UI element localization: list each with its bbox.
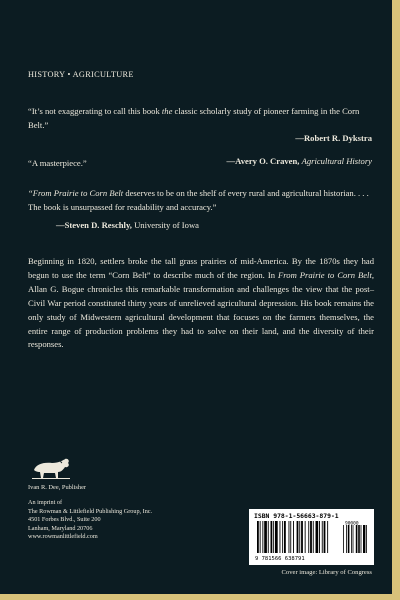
barcode-bar: [262, 521, 263, 553]
description-text: , Allan G. Bogue chronicles this remarkable transformation and challenges the view that the post–Civil War period constituted thirty years of unrelieved agricultural depression. His book remains the only study of Midwestern agricultural development that focuses on the farmers themselves, the entire range of production problems they had to solve on their land, and the diversity of their responses.: [28, 269, 374, 350]
review-attribution-1: [295, 133, 372, 143]
publisher-name: Ivan R. Dee, Publisher: [28, 484, 87, 491]
book-title: From Prairie to Corn Belt: [278, 269, 372, 280]
imprint-line: www.rowmanlittlefield.com: [28, 533, 98, 540]
barcode-bar: [284, 521, 286, 553]
barcode-bar: [322, 521, 323, 553]
imprint-line: An imprint of: [28, 499, 63, 506]
review-quote-2: [28, 156, 148, 170]
barcode-digits: 9 781566 638791: [255, 556, 305, 561]
barcode-bar: [275, 521, 278, 553]
barcode-bar: [308, 521, 309, 553]
book-description: [28, 255, 374, 352]
quote-emphasis: the: [161, 106, 173, 116]
barcode-bar: [310, 521, 312, 553]
reviewer-name: —Steven D. Reschly,: [56, 220, 135, 230]
barcode-bar: [257, 521, 259, 553]
barcode-bar: [301, 521, 303, 553]
imprint-line: 4501 Forbes Blvd., Suite 200: [28, 516, 101, 523]
review-attribution-2: [227, 156, 372, 166]
reviewer-name: —Avery O. Craven,: [226, 156, 302, 166]
review-quote-3: [28, 186, 374, 214]
barcode-bar: [299, 521, 300, 553]
barcode-bars: [253, 521, 370, 561]
barcode-bar: [363, 525, 365, 553]
barcode: [249, 509, 374, 565]
quote-text: deserves to be on the shelf of every rural and agricultural historian. . . . The book is unsurpassed for readability and accuracy.”: [28, 188, 369, 212]
barcode-bar: [305, 521, 306, 553]
book-title: “From Prairie to Corn Belt: [28, 188, 124, 198]
ram-icon: [28, 455, 72, 481]
barcode-bar: [289, 521, 290, 553]
barcode-bar: [264, 521, 267, 553]
reviewer-affiliation: Agricultural History: [301, 156, 372, 166]
barcode-bar: [324, 521, 326, 553]
reviewer-name: —Robert R. Dykstra: [295, 133, 372, 143]
review-quote-1: [28, 104, 374, 132]
barcode-bar: [280, 521, 281, 553]
barcode-bar: [351, 525, 352, 553]
quote-text: classic scholarly study of pioneer farming in the Corn Belt.”: [28, 106, 360, 130]
imprint-info: [28, 499, 152, 542]
imprint-line: The Rowman & Littlefield Publishing Group, Inc.: [28, 507, 153, 515]
barcode-bar: [297, 521, 299, 553]
cover-image-credit: Cover image: Library of Congress: [281, 569, 372, 576]
barcode-bar: [358, 525, 360, 553]
barcode-bar: [348, 525, 350, 553]
barcode-bar: [361, 525, 362, 553]
barcode-bar: [366, 525, 367, 553]
barcode-bar: [343, 525, 344, 553]
barcode-bar: [353, 525, 354, 553]
barcode-bar: [282, 521, 283, 553]
quote-text: “It’s not exaggerating to call this book: [28, 106, 162, 116]
isbn-label: ISBN 978-1-56663-879-1: [254, 512, 339, 520]
imprint-line: Lanham, Maryland 20706: [28, 524, 93, 532]
barcode-bar: [356, 525, 358, 553]
barcode-bar: [260, 521, 261, 553]
barcode-bar: [268, 521, 269, 553]
review-attribution-3: [56, 220, 199, 230]
barcode-bar: [271, 521, 273, 553]
quote-text: “A masterpiece.”: [28, 158, 87, 168]
barcode-bar: [290, 521, 291, 553]
description-text: Beginning in 1820, settlers broke the tall grass prairies of mid-America. By the 1870s they had begun to use the term “Corn Belt” to describe much of the region. In: [28, 256, 374, 280]
barcode-bar: [273, 521, 274, 553]
reviewer-affiliation: University of Iowa: [134, 220, 199, 230]
barcode-bar: [293, 521, 294, 553]
barcode-bar: [313, 521, 314, 553]
barcode-bar: [319, 521, 320, 553]
barcode-bar: [316, 521, 319, 553]
price-code: 90000: [345, 521, 359, 527]
barcode-bar: [346, 525, 347, 553]
barcode-bar: [327, 521, 328, 553]
category-label: HISTORY • AGRICULTURE: [28, 70, 134, 79]
